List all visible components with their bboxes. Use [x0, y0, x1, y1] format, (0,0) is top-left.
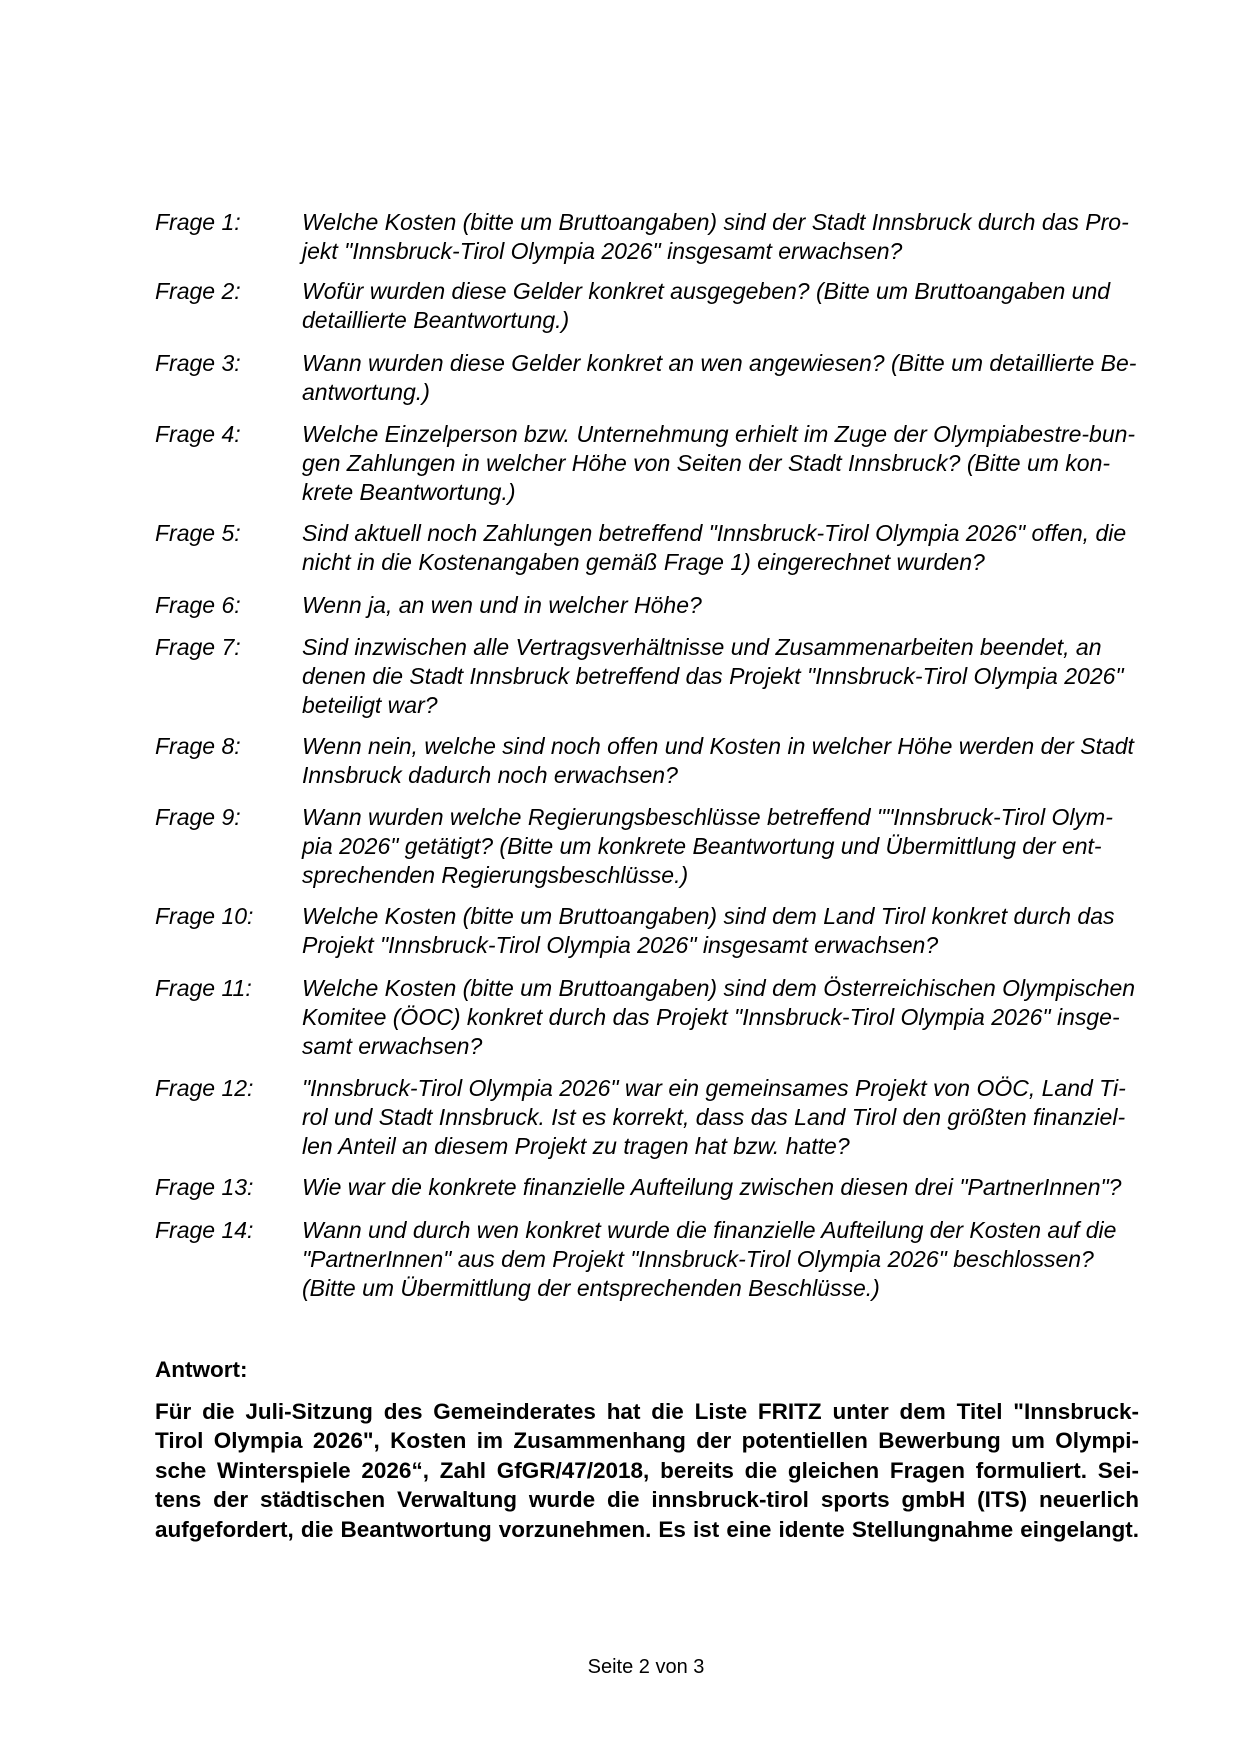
- question-line: Wann und durch wen konkret wurde die finanzielle Aufteilung der Kosten auf die: [302, 1217, 1117, 1243]
- question-line: pia 2026" getätigt? (Bitte um konkrete Beantwortung und Übermittlung der ent-: [302, 833, 1102, 859]
- answer-line: tens der städtischen Verwaltung wurde die innsbruck-tirol sports gmbH (ITS) neuerlich: [155, 1487, 1139, 1513]
- question-text: [302, 974, 1225, 1061]
- question-line: samt erwachsen?: [302, 1033, 483, 1059]
- question-text: [302, 1173, 1225, 1202]
- question-line: Wenn nein, welche sind noch offen und Kosten in welcher Höhe werden der Stadt: [302, 733, 1134, 759]
- question-line: "PartnerInnen" aus dem Projekt "Innsbruck-Tirol Olympia 2026" beschlossen?: [302, 1246, 1094, 1272]
- question-line: jekt "Innsbruck-Tirol Olympia 2026" insgesamt erwachsen?: [302, 238, 903, 264]
- question-line: Welche Kosten (bitte um Bruttoangaben) sind dem Land Tirol konkret durch das: [302, 903, 1115, 929]
- question-line: antwortung.): [302, 379, 430, 405]
- question-text: [302, 277, 1225, 335]
- question-label: Frage 11:: [155, 975, 252, 1001]
- question-label: Frage 5:: [155, 520, 241, 546]
- question-text: [302, 1074, 1225, 1161]
- question-line: Wofür wurden diese Gelder konkret ausgegeben? (Bitte um Bruttoangaben und: [302, 278, 1111, 304]
- question-label: Frage 1:: [155, 209, 241, 235]
- question-label: Frage 2:: [155, 278, 241, 304]
- question-9: [155, 803, 1225, 890]
- question-line: Welche Einzelperson bzw. Unternehmung erhielt im Zuge der Olympiabestre-bun-: [302, 421, 1136, 447]
- question-line: Innsbruck dadurch noch erwachsen?: [302, 762, 678, 788]
- question-label: Frage 9:: [155, 804, 241, 830]
- question-line: detaillierte Beantwortung.): [302, 307, 570, 333]
- question-line: Wann wurden welche Regierungsbeschlüsse betreffend ""Innsbruck-Tirol Olym-: [302, 804, 1113, 830]
- page-number: Seite 2 von 3: [587, 1656, 705, 1678]
- question-label: Frage 8:: [155, 733, 241, 759]
- question-line: Sind aktuell noch Zahlungen betreffend "Innsbruck-Tirol Olympia 2026" offen, die: [302, 520, 1127, 546]
- question-5: [155, 519, 1225, 577]
- question-6: [155, 591, 1225, 620]
- question-4: [155, 420, 1225, 507]
- question-line: (Bitte um Übermittlung der entsprechenden Beschlüsse.): [302, 1275, 880, 1301]
- question-3: [155, 349, 1225, 407]
- question-label: Frage 14:: [155, 1217, 254, 1243]
- question-label: Frage 6:: [155, 592, 241, 618]
- question-text: [302, 1216, 1225, 1303]
- question-text: [302, 208, 1225, 266]
- answer-heading: Antwort:: [155, 1357, 248, 1382]
- question-line: nicht in die Kostenangaben gemäß Frage 1) eingerechnet wurden?: [302, 549, 985, 575]
- question-7: [155, 633, 1225, 720]
- question-label: Frage 7:: [155, 634, 241, 660]
- question-line: rol und Stadt Innsbruck. Ist es korrekt, dass das Land Tirol den größten finanziel-: [302, 1104, 1126, 1130]
- question-line: Wie war die konkrete finanzielle Aufteilung zwischen diesen drei "PartnerInnen"?: [302, 1174, 1122, 1200]
- answer-line: aufgefordert, die Beantwortung vorzunehmen. Es ist eine idente Stellungnahme eingelangt.: [155, 1516, 1139, 1542]
- question-11: [155, 974, 1225, 1061]
- question-line: Wann wurden diese Gelder konkret an wen angewiesen? (Bitte um detaillierte Be-: [302, 350, 1137, 376]
- question-label: Frage 13:: [155, 1174, 254, 1200]
- question-12: [155, 1074, 1225, 1161]
- answer-line: Tirol Olympia 2026", Kosten im Zusammenhang der potentiellen Bewerbung um Olympi-: [155, 1428, 1139, 1454]
- question-text: [302, 349, 1225, 407]
- question-line: Projekt "Innsbruck-Tirol Olympia 2026" insgesamt erwachsen?: [302, 932, 939, 958]
- question-line: krete Beantwortung.): [302, 479, 516, 505]
- question-line: sprechenden Regierungsbeschlüsse.): [302, 862, 689, 888]
- question-8: [155, 732, 1225, 790]
- question-line: Komitee (ÖOC) konkret durch das Projekt "Innsbruck-Tirol Olympia 2026" insge-: [302, 1004, 1120, 1030]
- question-text: [302, 519, 1225, 577]
- question-line: len Anteil an diesem Projekt zu tragen hat bzw. hatte?: [302, 1133, 850, 1159]
- question-text: [302, 732, 1225, 790]
- question-line: Welche Kosten (bitte um Bruttoangaben) sind dem Österreichischen Olympischen: [302, 975, 1136, 1001]
- question-text: [302, 803, 1225, 890]
- question-line: Welche Kosten (bitte um Bruttoangaben) sind der Stadt Innsbruck durch das Pro-: [302, 209, 1129, 235]
- question-14: [155, 1216, 1225, 1303]
- question-text: [302, 902, 1225, 960]
- question-text: [302, 420, 1225, 507]
- question-label: Frage 10:: [155, 903, 254, 929]
- question-line: denen die Stadt Innsbruck betreffend das Projekt "Innsbruck-Tirol Olympia 2026": [302, 663, 1124, 689]
- question-line: Wenn ja, an wen und in welcher Höhe?: [302, 592, 702, 618]
- question-1: [155, 208, 1225, 266]
- question-label: Frage 3:: [155, 350, 241, 376]
- question-13: [155, 1173, 1225, 1202]
- question-text: [302, 633, 1225, 720]
- answer-line: sche Winterspiele 2026“, Zahl GfGR/47/2018, bereits die gleichen Fragen formuliert. Sei-: [155, 1457, 1139, 1483]
- answer-line: Für die Juli-Sitzung des Gemeinderates hat die Liste FRITZ unter dem Titel "Innsbruck-: [155, 1399, 1139, 1424]
- question-line: "Innsbruck-Tirol Olympia 2026" war ein gemeinsames Projekt von OÖC, Land Ti-: [302, 1075, 1126, 1101]
- question-label: Frage 4:: [155, 421, 241, 447]
- question-line: gen Zahlungen in welcher Höhe von Seiten der Stadt Innsbruck? (Bitte um kon-: [302, 450, 1111, 476]
- answer-paragraph: [155, 1397, 1139, 1544]
- question-label: Frage 12:: [155, 1075, 254, 1101]
- question-2: [155, 277, 1225, 335]
- question-line: Sind inzwischen alle Vertragsverhältnisse und Zusammenarbeiten beendet, an: [302, 634, 1102, 660]
- question-10: [155, 902, 1225, 960]
- question-text: [302, 591, 1225, 620]
- question-line: beteiligt war?: [302, 692, 438, 718]
